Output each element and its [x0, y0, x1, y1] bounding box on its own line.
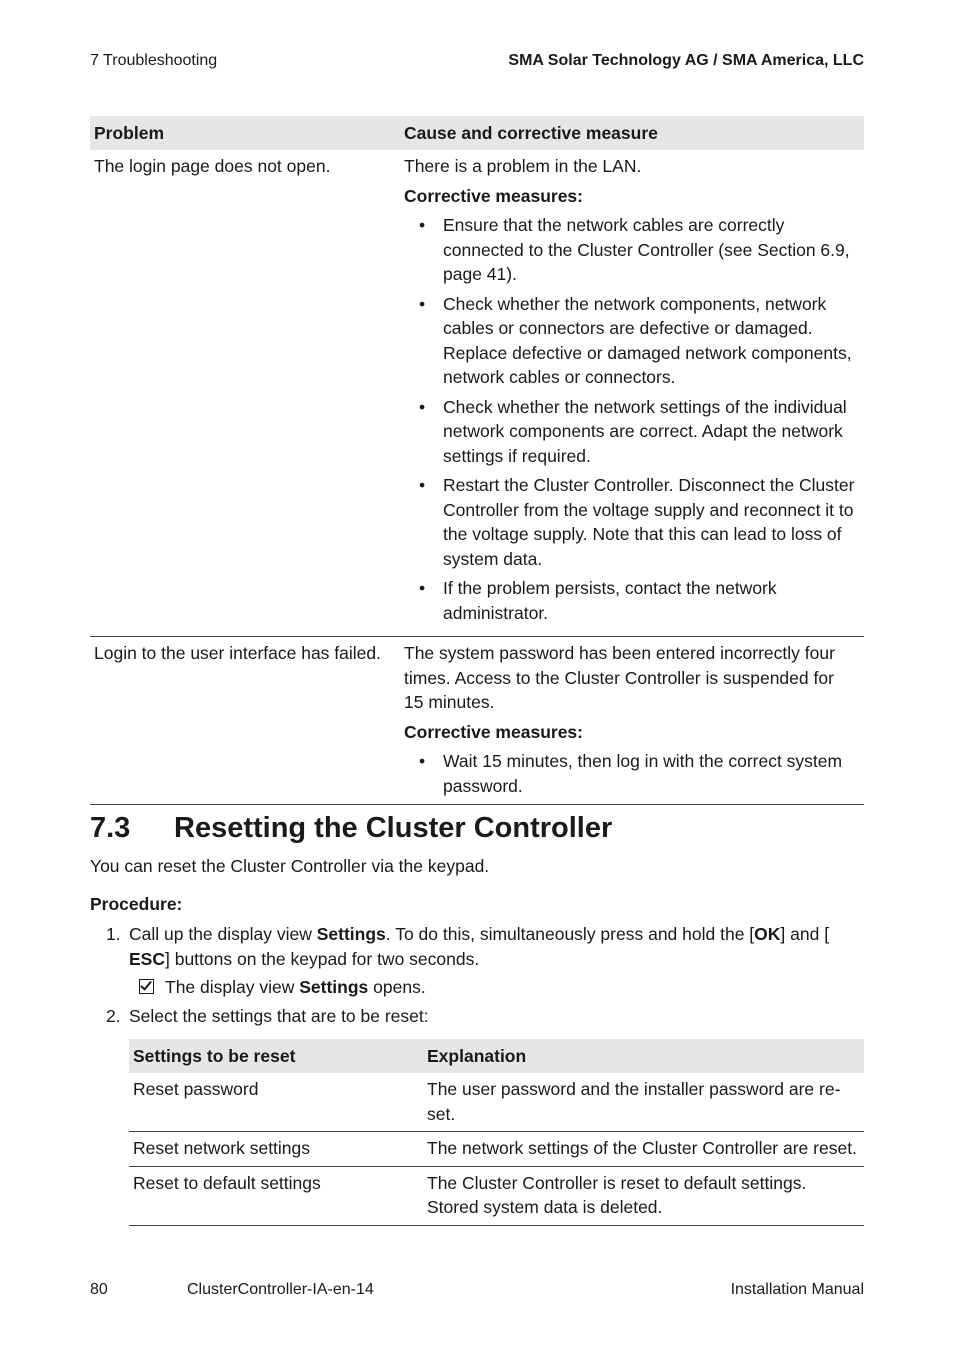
cause-cell [396, 154, 864, 630]
column-header-setting: Settings to be reset [133, 1045, 296, 1066]
section-title: Resetting the Cluster Controller [174, 812, 613, 844]
cause-cell [396, 641, 864, 798]
ui-term-settings: Settings [316, 924, 386, 944]
table-row [129, 1167, 864, 1226]
step-number: 1. [106, 924, 121, 944]
list-item: • Wait 15 minutes, then log in with the correct system password. [404, 749, 856, 798]
problem-cell: Login to the user interface has failed. [94, 643, 381, 663]
column-header-cause: Cause and corrective measure [404, 122, 658, 143]
list-item: • If the problem persists, contact the network administrator. [404, 576, 856, 625]
setting-cell: Reset network settings [133, 1138, 311, 1158]
table-row [90, 150, 864, 637]
troubleshooting-table [90, 116, 864, 805]
section-intro: You can reset the Cluster Controller via the keypad. [90, 856, 490, 876]
result-text-part: The display view [165, 977, 300, 997]
procedure-step [106, 1004, 851, 1029]
procedure-steps [106, 922, 851, 1028]
setting-cell: Reset to default settings [133, 1172, 321, 1193]
table-header [129, 1039, 864, 1073]
explanation-cell: The Cluster Controller is reset to default settings. Stored system data is deleted. [427, 1172, 807, 1217]
settings-table [129, 1039, 864, 1226]
step-text: Select the settings that are to be reset: [129, 1005, 429, 1026]
step-text [129, 922, 851, 971]
column-header-problem: Problem [94, 122, 165, 143]
column-header-explanation: Explanation [427, 1045, 527, 1066]
cause-text: The system password has been entered incorrectly four times. Access to the Cluster Controller is suspended for 15 minutes. [404, 643, 835, 712]
running-header-company: SMA Solar Technology AG / SMA America, LLC [508, 52, 864, 69]
table-row [129, 1132, 864, 1167]
step-number: 2. [106, 1005, 121, 1026]
section-number: 7.3 [90, 812, 131, 844]
procedure-step [106, 922, 851, 971]
table-header [90, 116, 864, 150]
table-row [90, 637, 864, 805]
measures-label: Corrective measures: [404, 185, 583, 206]
setting-cell: Reset password [133, 1079, 259, 1099]
measures-list [404, 213, 856, 625]
procedure-label: Procedure: [90, 894, 183, 914]
checkbox-checked-icon [139, 979, 154, 994]
ui-term-settings: Settings [299, 977, 369, 997]
page-number: 80 [90, 1281, 108, 1298]
key-esc: ESC [129, 948, 165, 969]
cause-text: There is a problem in the LAN. [404, 156, 642, 176]
key-ok: OK [754, 924, 781, 944]
measures-label: Corrective measures: [404, 721, 583, 742]
document-type: Installation Manual [730, 1281, 864, 1298]
step-text-part: ] buttons on the keypad for two seconds. [164, 948, 480, 969]
table-row [129, 1073, 864, 1132]
list-item: • Check whether the network settings of the individual network components are correct. Adapt the network settings if required. [404, 395, 856, 469]
document-id: ClusterController-IA-en-14 [187, 1281, 374, 1298]
list-item: • Restart the Cluster Controller. Disconnect the Cluster Controller from the voltage supply and reconnect it to the voltage supply. Note that this can lead to loss of system data. [404, 473, 856, 571]
list-item: • Check whether the network components, network cables or connectors are defective or damaged. Replace defective or damaged network components, network cables or connectors. [404, 292, 856, 390]
list-item: • Ensure that the network cables are correctly connected to the Cluster Controller (see Section 6.9, page 41). [404, 213, 856, 287]
explanation-cell: The user password and the installer password are re-set. [427, 1079, 841, 1124]
step-result [139, 975, 851, 1000]
problem-cell: The login page does not open. [94, 156, 331, 176]
result-text-part: opens. [368, 977, 426, 997]
step-text-part: ] and [ [780, 924, 830, 944]
step-text-part: . To do this, simultaneously press and hold the [ [385, 924, 755, 944]
explanation-cell: The network settings of the Cluster Controller are reset. [427, 1138, 857, 1158]
section-heading [90, 812, 612, 845]
running-header-chapter: 7 Troubleshooting [90, 52, 218, 69]
step-text-part: Call up the display view [129, 924, 317, 944]
measures-list [404, 749, 856, 798]
